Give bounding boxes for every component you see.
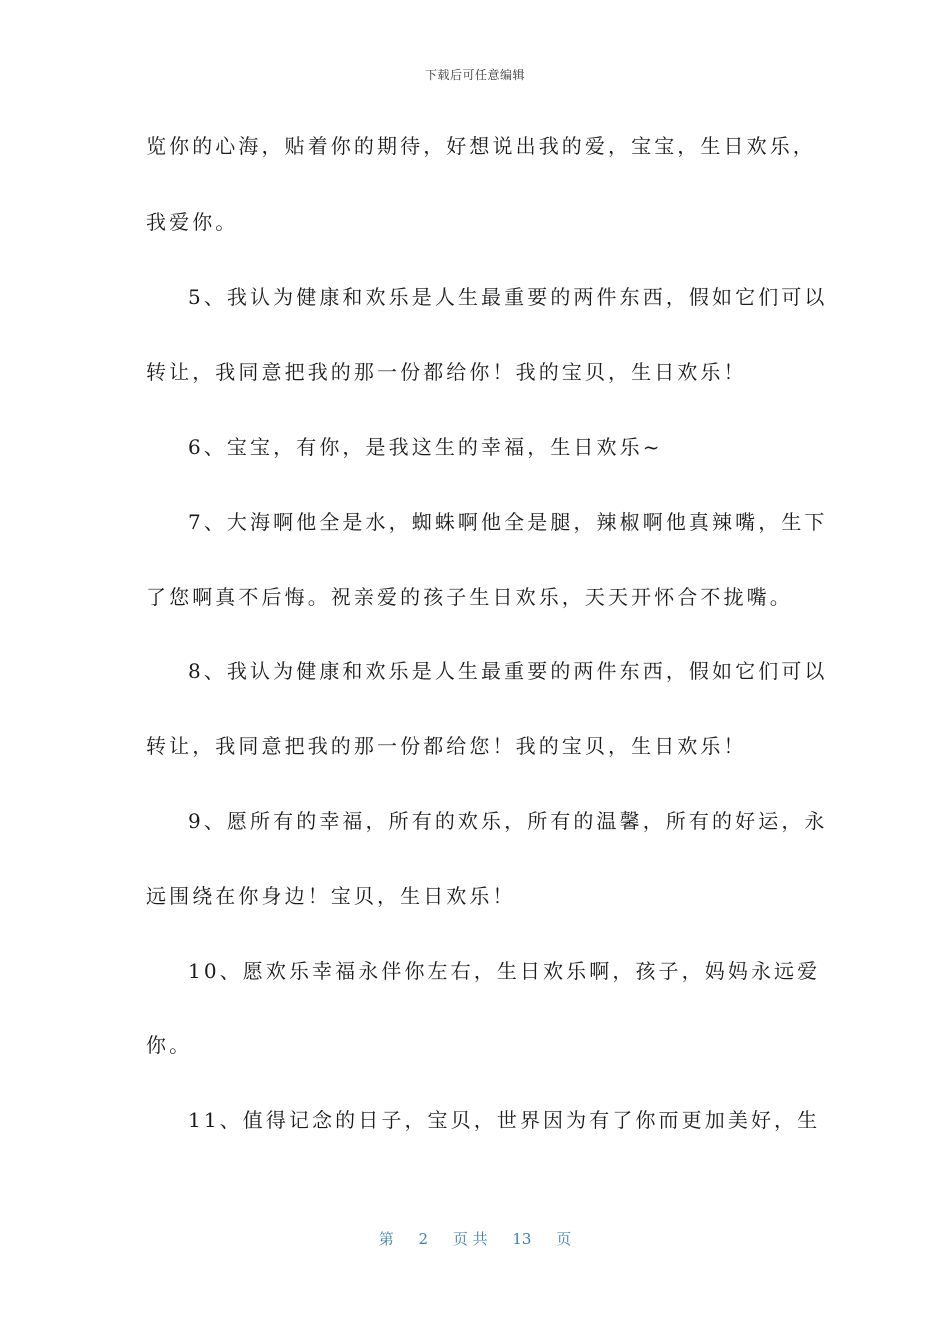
text-line: 8、我认为健康和欢乐是人生最重要的两件东西，假如它们可以 xyxy=(188,659,828,683)
text-line: 10、愿欢乐幸福永伴你左右，生日欢乐啊，孩子，妈妈永远爱 xyxy=(188,959,821,983)
footer-suffix: 页 xyxy=(556,1230,572,1248)
total-pages-number: 13 xyxy=(512,1230,532,1248)
text-line: 转让，我同意把我的那一份都给您！我的宝贝，生日欢乐！ xyxy=(146,734,747,758)
footer-middle: 页 共 xyxy=(452,1230,488,1248)
page-footer xyxy=(0,1228,950,1249)
text-line: 5、我认为健康和欢乐是人生最重要的两件东西，假如它们可以 xyxy=(188,285,828,309)
text-line: 你。 xyxy=(146,1033,193,1057)
current-page-number: 2 xyxy=(418,1230,429,1248)
page-header: 下载后可任意编辑 xyxy=(424,68,525,82)
text-line: 6、宝宝，有你，是我这生的幸福，生日欢乐~ xyxy=(188,435,663,459)
text-line: 转让，我同意把我的那一份都给你！我的宝贝，生日欢乐！ xyxy=(146,360,747,384)
text-line: 远围绕在你身边！宝贝，生日欢乐！ xyxy=(146,884,516,908)
text-line: 览你的心海，贴着你的期待，好想说出我的爱，宝宝，生日欢乐， xyxy=(146,134,816,158)
text-line: 7、大海啊他全是水，蜘蛛啊他全是腿，辣椒啊他真辣嘴，生下 xyxy=(188,510,828,534)
footer-prefix: 第 xyxy=(378,1230,394,1248)
text-line: 我爱你。 xyxy=(146,210,239,234)
text-line: 9、愿所有的幸福，所有的欢乐，所有的温馨，所有的好运，永 xyxy=(188,809,828,833)
text-line: 了您啊真不后悔。祝亲爱的孩子生日欢乐，天天开怀合不拢嘴。 xyxy=(146,585,793,609)
text-line: 11、值得记念的日子，宝贝，世界因为有了你而更加美好，生 xyxy=(188,1108,821,1132)
